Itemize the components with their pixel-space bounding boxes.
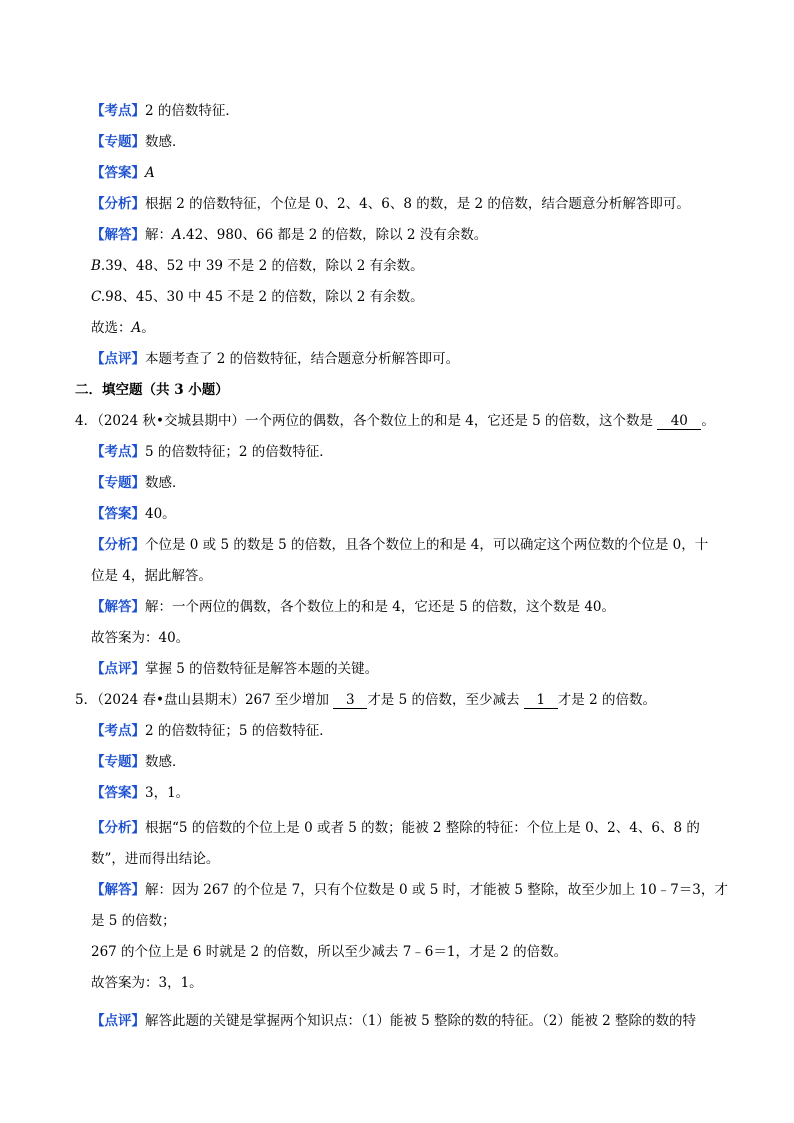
q3-option-c-line bbox=[91, 287, 424, 307]
q5-daan-line bbox=[91, 783, 189, 803]
q5-dianping-text: 解答此题的关键是掌握两个知识点：（1）能被 5 整除的数的特征。（2）能被 2 整除的数的特 bbox=[145, 1013, 697, 1029]
q3-guxuan-line bbox=[91, 318, 155, 338]
q3-kaodian-line bbox=[91, 101, 239, 121]
q3-jieda-prefix: 解： bbox=[145, 227, 172, 243]
q5-jieda-line-3: 267 的个位上是 6 时就是 2 的倍数，所以至少减去 7﹣6＝1，才是 2 的倍数。 bbox=[91, 944, 568, 960]
q3-guxuan-opt: A bbox=[131, 320, 142, 336]
q3-zhuanti-line bbox=[91, 132, 186, 152]
q5-zhuanti-text: 数感． bbox=[145, 754, 186, 770]
q3-option-b-line bbox=[91, 256, 424, 276]
q3-kaodian-text: 2 的倍数特征． bbox=[145, 103, 239, 119]
q3-fenxi-line bbox=[91, 194, 690, 214]
section-heading: 二．填空题（共 3 小题） bbox=[75, 382, 229, 398]
q5-jieda-line bbox=[91, 880, 728, 900]
daan-tag: 【答案】 bbox=[91, 165, 145, 181]
q3-daan-text: A bbox=[145, 165, 155, 181]
q3-option-a-text: 42、980、66 都是 2 的倍数，除以 2 没有余数。 bbox=[186, 227, 488, 243]
q3-daan-line bbox=[91, 163, 155, 183]
daan-tag: 【答案】 bbox=[91, 506, 145, 522]
q3-guxuan-suffix: 。 bbox=[141, 320, 155, 336]
q3-option-b-text: 39、48、52 中 39 不是 2 的倍数，除以 2 有余数。 bbox=[105, 258, 424, 274]
q5-kaodian-text: 2 的倍数特征；5 的倍数特征． bbox=[145, 723, 333, 739]
q3-option-c-text: 98、45、30 中 45 不是 2 的倍数，除以 2 有余数。 bbox=[105, 289, 424, 305]
q4-kaodian-line bbox=[91, 442, 333, 462]
q5-daan-text: 3，1。 bbox=[145, 785, 190, 801]
q3-dianping-text: 本题考查了 2 的倍数特征，结合题意分析解答即可。 bbox=[145, 351, 460, 367]
q4-answer-blank: 40 bbox=[657, 413, 701, 430]
fenxi-tag: 【分析】 bbox=[91, 196, 145, 212]
q5-fenxi-line-2: 数”，进而得出结论。 bbox=[91, 851, 220, 867]
q4-daan-text: 40。 bbox=[145, 506, 176, 522]
daan-tag: 【答案】 bbox=[91, 785, 145, 801]
q4-fenxi-line-2: 位是 4，据此解答。 bbox=[91, 568, 212, 584]
zhuanti-tag: 【专题】 bbox=[91, 134, 145, 150]
q3-option-c-label: C. bbox=[91, 289, 106, 305]
q3-fenxi-text: 根据 2 的倍数特征，个位是 0、2、4、6、8 的数，是 2 的倍数，结合题意分析解答即可。 bbox=[145, 196, 690, 212]
q5-jieda-text-1: 解：因为 267 的个位是 7，只有个位数是 0 或 5 时，才能被 5 整除，故至少加上 10﹣7＝3，才 bbox=[145, 882, 728, 898]
fenxi-tag: 【分析】 bbox=[91, 820, 145, 836]
jieda-tag: 【解答】 bbox=[91, 227, 145, 243]
q5-zhuanti-line bbox=[91, 752, 186, 772]
jieda-tag: 【解答】 bbox=[91, 599, 145, 615]
kaodian-tag: 【考点】 bbox=[91, 103, 145, 119]
kaodian-tag: 【考点】 bbox=[91, 444, 145, 460]
zhuanti-tag: 【专题】 bbox=[91, 754, 145, 770]
q4-kaodian-text: 5 的倍数特征；2 的倍数特征． bbox=[145, 444, 333, 460]
q4-stem-text: 4．（2024 秋•交城县期中）一个两位的偶数，各个数位上的和是 4，它还是 5 的倍数，这个数是 bbox=[75, 413, 654, 429]
q5-stem-b: 才是 5 的倍数，至少减去 bbox=[367, 692, 520, 708]
q4-zhuanti-text: 数感． bbox=[145, 475, 186, 491]
q4-guda-line: 故答案为：40。 bbox=[91, 630, 190, 646]
q5-stem-a: 5．（2024 春•盘山县期末）267 至少增加 bbox=[75, 692, 330, 708]
q3-jieda-line bbox=[91, 225, 487, 245]
q3-zhuanti-text: 数感． bbox=[145, 134, 186, 150]
q4-dianping-text: 掌握 5 的倍数特征是解答本题的关键。 bbox=[145, 661, 379, 677]
q4-fenxi-text-1: 个位是 0 或 5 的数是 5 的倍数，且各个数位上的和是 4，可以确定这个两位数的个位是 0，十 bbox=[145, 537, 709, 553]
q5-stem-c: 才是 2 的倍数。 bbox=[557, 692, 656, 708]
q4-fenxi-line bbox=[91, 535, 708, 555]
zhuanti-tag: 【专题】 bbox=[91, 475, 145, 491]
q4-jieda-text: 解：一个两位的偶数，各个数位上的和是 4，它还是 5 的倍数，这个数是 40。 bbox=[145, 599, 616, 615]
dianping-tag: 【点评】 bbox=[91, 1013, 145, 1029]
q3-option-a-label: A. bbox=[172, 227, 187, 243]
q5-jieda-line-2: 是 5 的倍数； bbox=[91, 913, 176, 929]
q5-fenxi-text-1: 根据“5 的倍数的个位上是 0 或者 5 的数；能被 2 整除的特征：个位上是 0、2、4、6、8 的 bbox=[145, 820, 700, 836]
q4-stem bbox=[75, 411, 715, 431]
dianping-tag: 【点评】 bbox=[91, 351, 145, 367]
jieda-tag: 【解答】 bbox=[91, 882, 145, 898]
q4-jieda-line bbox=[91, 597, 615, 617]
q4-zhuanti-line bbox=[91, 473, 186, 493]
q3-option-b-label: B. bbox=[91, 258, 106, 274]
fenxi-tag: 【分析】 bbox=[91, 537, 145, 553]
q5-dianping-line bbox=[91, 1011, 696, 1031]
q4-stem-end: 。 bbox=[701, 413, 715, 429]
q5-kaodian-line bbox=[91, 721, 333, 741]
q5-answer-blank-1: 3 bbox=[333, 692, 367, 709]
kaodian-tag: 【考点】 bbox=[91, 723, 145, 739]
dianping-tag: 【点评】 bbox=[91, 661, 145, 677]
q3-guxuan-prefix: 故选： bbox=[91, 320, 132, 336]
q5-fenxi-line bbox=[91, 818, 700, 838]
q5-answer-blank-2: 1 bbox=[524, 692, 558, 709]
q3-dianping-line bbox=[91, 349, 459, 369]
q5-stem bbox=[75, 690, 656, 710]
q4-dianping-line bbox=[91, 659, 378, 679]
q5-guda-line: 故答案为：3，1。 bbox=[91, 975, 203, 991]
q4-daan-line bbox=[91, 504, 176, 524]
